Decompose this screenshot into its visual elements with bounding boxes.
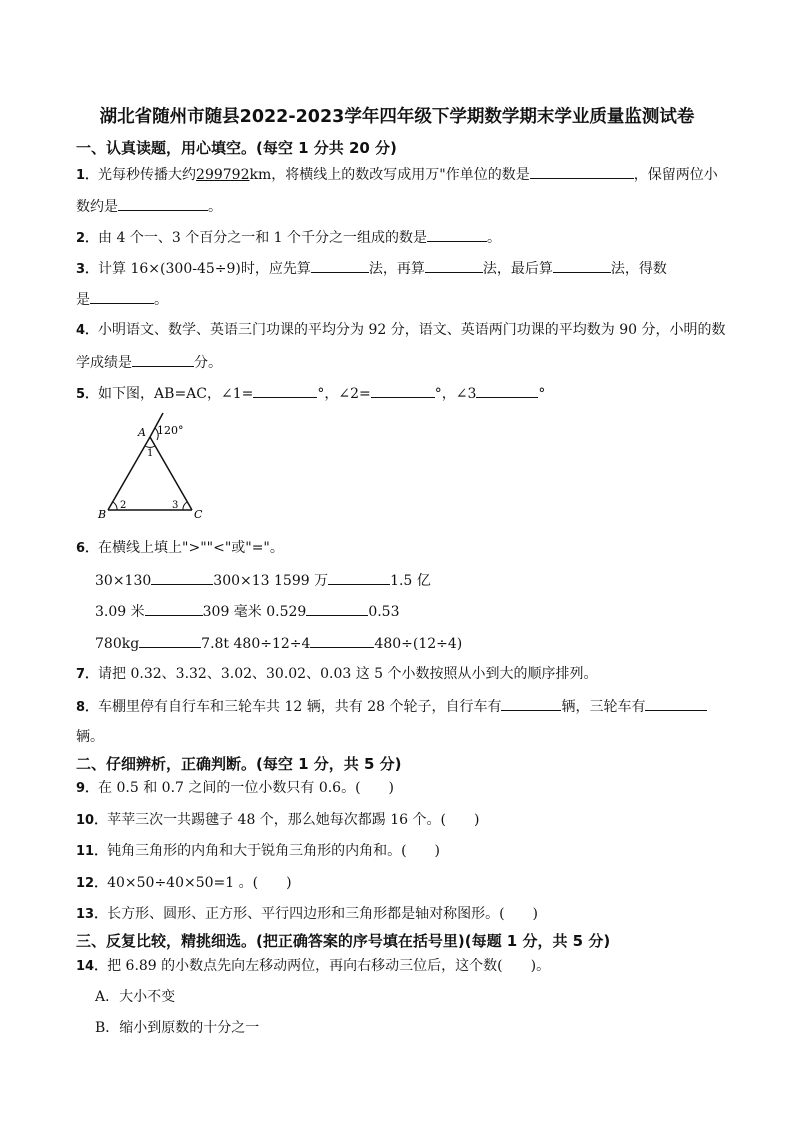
- answer-blank[interactable]: [311, 258, 369, 273]
- question-6-row-2: [95, 601, 400, 622]
- question-10: [76, 810, 479, 831]
- question-6-row-3: [95, 633, 462, 654]
- question-text: 请把 0.32、3.32、3.02、30.02、0.03 这 5 个小数按照从小到大的顺序排列。: [98, 666, 598, 682]
- question-text: 在 0.5 和 0.7 之间的一位小数只有 0.6。( ): [98, 780, 395, 796]
- question-4-line-1: [76, 320, 725, 341]
- question-text: 数约是: [76, 199, 118, 215]
- answer-blank[interactable]: [425, 258, 483, 273]
- angle-label-3: 3: [172, 500, 179, 511]
- question-text: 如下图，AB=AC，∠1=: [98, 386, 254, 402]
- side-ab: [108, 437, 150, 510]
- question-number: 6．: [76, 541, 99, 556]
- question-number: 10．: [76, 813, 108, 828]
- question-13: [76, 904, 538, 925]
- comparison-text: 3.09 米: [95, 604, 145, 620]
- answer-blank[interactable]: [151, 570, 213, 585]
- option-a[interactable]: A．大小不变: [95, 989, 176, 1005]
- answer-blank[interactable]: [310, 633, 374, 648]
- angle-label-2: 2: [120, 500, 127, 511]
- question-text: 苹苹三次一共踢毽子 48 个，那么她每次都踢 16 个。( ): [107, 812, 480, 828]
- question-6-row-1: [95, 570, 431, 591]
- question-12: [76, 873, 292, 894]
- comparison-text: 30×130: [95, 573, 152, 589]
- question-text: 40×50÷40×50=1 。( ): [107, 875, 292, 891]
- comparison-text: 0.53: [368, 604, 400, 620]
- question-text: 小明语文、数学、英语三门功课的平均分为 92 分，语文、英语两门功课的平均数为 90 分，小明的数: [98, 322, 726, 338]
- answer-blank[interactable]: [139, 633, 201, 648]
- question-number: 4．: [76, 323, 99, 338]
- question-text: 长方形、圆形、正方形、平行四边形和三角形都是轴对称图形。( ): [107, 906, 539, 922]
- question-number: 3．: [76, 262, 99, 277]
- question-text: 把 6.89 的小数点先向左移动两位，再向右移动三位后，这个数( )。: [107, 958, 551, 974]
- answer-blank[interactable]: [118, 196, 208, 211]
- answer-blank[interactable]: [371, 383, 435, 398]
- question-number: 2．: [76, 231, 99, 246]
- question-1-line-1: [76, 164, 718, 186]
- vertex-label-a: A: [138, 426, 146, 439]
- question-4-line-2: [76, 352, 222, 373]
- question-text: 光每秒传播大约: [98, 167, 197, 183]
- angle-label-1: 1: [147, 448, 154, 459]
- question-text: 钝角三角形的内角和大于锐角三角形的内角和。( ): [107, 843, 441, 859]
- question-number: 11．: [76, 844, 108, 859]
- question-11: [76, 841, 440, 862]
- question-text: 。: [154, 292, 168, 308]
- question-1-line-2: [76, 196, 222, 217]
- question-text: °: [538, 386, 546, 402]
- question-number: 12．: [76, 876, 108, 891]
- question-text: 法，得数: [610, 261, 667, 277]
- question-text: 车棚里停有自行车和三轮车共 12 辆，共有 28 个轮子，自行车有: [98, 699, 502, 715]
- answer-blank[interactable]: [476, 383, 538, 398]
- answer-blank[interactable]: [306, 601, 368, 616]
- question-number: 8．: [76, 700, 99, 715]
- answer-blank[interactable]: [132, 352, 194, 367]
- question-5: [76, 383, 545, 405]
- question-3-line-1: [76, 258, 667, 280]
- side-ac: [150, 437, 192, 510]
- comparison-text: 309 毫米 0.529: [202, 604, 307, 620]
- answer-blank[interactable]: [145, 601, 203, 616]
- question-text: 是: [76, 292, 90, 308]
- answer-blank[interactable]: [253, 383, 317, 398]
- question-7: [76, 664, 598, 685]
- comparison-text: 480÷(12÷4): [374, 636, 463, 652]
- question-6: [76, 538, 284, 559]
- triangle-figure: [96, 410, 206, 522]
- question-8-line-2: [76, 727, 104, 747]
- question-text: 法，最后算: [482, 261, 553, 277]
- vertex-label-b: B: [98, 508, 107, 521]
- answer-blank[interactable]: [553, 258, 611, 273]
- angle-2-arc: [113, 502, 117, 510]
- answer-blank[interactable]: [90, 289, 154, 304]
- question-text: 由 4 个一、3 个百分之一和 1 个千分之一组成的数是: [98, 230, 428, 246]
- answer-blank[interactable]: [530, 164, 634, 179]
- question-text: 辆，三轮车有: [561, 699, 646, 715]
- section-heading-2: 二、仔细辨析，正确判断。(每空 1 分，共 5 分): [76, 755, 402, 773]
- comparison-text: 1.5 亿: [390, 573, 431, 589]
- angle-3-arc: [183, 502, 187, 510]
- question-14: [76, 956, 550, 977]
- question-text: °，∠3: [434, 386, 477, 402]
- question-number: 5．: [76, 387, 99, 402]
- question-number: 9．: [76, 781, 99, 796]
- question-number: 7．: [76, 667, 99, 682]
- comparison-text: 780kg: [95, 636, 140, 652]
- option-b[interactable]: B．缩小到原数的十分之一: [95, 1020, 260, 1036]
- question-9: [76, 778, 394, 799]
- question-text: 分。: [194, 355, 222, 371]
- underlined-number: 299792: [196, 167, 250, 183]
- section-heading-1: 一、认真读题，用心填空。(每空 1 分共 20 分): [76, 139, 397, 157]
- question-text: 辆。: [76, 729, 104, 745]
- question-2: [76, 227, 501, 249]
- question-text: 学成绩是: [76, 355, 132, 371]
- comparison-text: 300×13 1599 万: [213, 573, 329, 589]
- question-text: 在横线上填上">""<"或"="。: [98, 540, 284, 556]
- section-heading-3: 三、反复比较，精挑细选。(把正确答案的序号填在括号里)(每题 1 分，共 5 分): [76, 932, 611, 950]
- answer-blank[interactable]: [427, 227, 487, 242]
- vertex-label-c: C: [194, 508, 203, 521]
- question-8-line-1: [76, 696, 707, 718]
- page-title: 湖北省随州市随县2022-2023学年四年级下学期数学期末学业质量监测试卷: [99, 107, 695, 127]
- question-number: 13．: [76, 907, 108, 922]
- question-text: 计算 16×(300-45÷9)时，应先算: [98, 261, 311, 277]
- question-text: °，∠2=: [317, 386, 371, 402]
- question-number: 1．: [76, 168, 99, 183]
- question-3-line-2: [76, 289, 168, 310]
- question-text: 。: [487, 230, 502, 246]
- answer-blank[interactable]: [501, 696, 561, 711]
- question-text: 法，再算: [368, 261, 425, 277]
- question-text: ，保留两位小: [633, 167, 718, 183]
- answer-blank[interactable]: [645, 696, 707, 711]
- question-text: km，将横线上的数改写成用万"作单位的数是: [249, 167, 530, 183]
- answer-blank[interactable]: [328, 570, 390, 585]
- question-number: 14．: [76, 959, 108, 974]
- angle-label-120: 120°: [157, 424, 184, 437]
- comparison-text: 7.8t 480÷12÷4: [201, 636, 311, 652]
- question-text: 。: [208, 199, 222, 215]
